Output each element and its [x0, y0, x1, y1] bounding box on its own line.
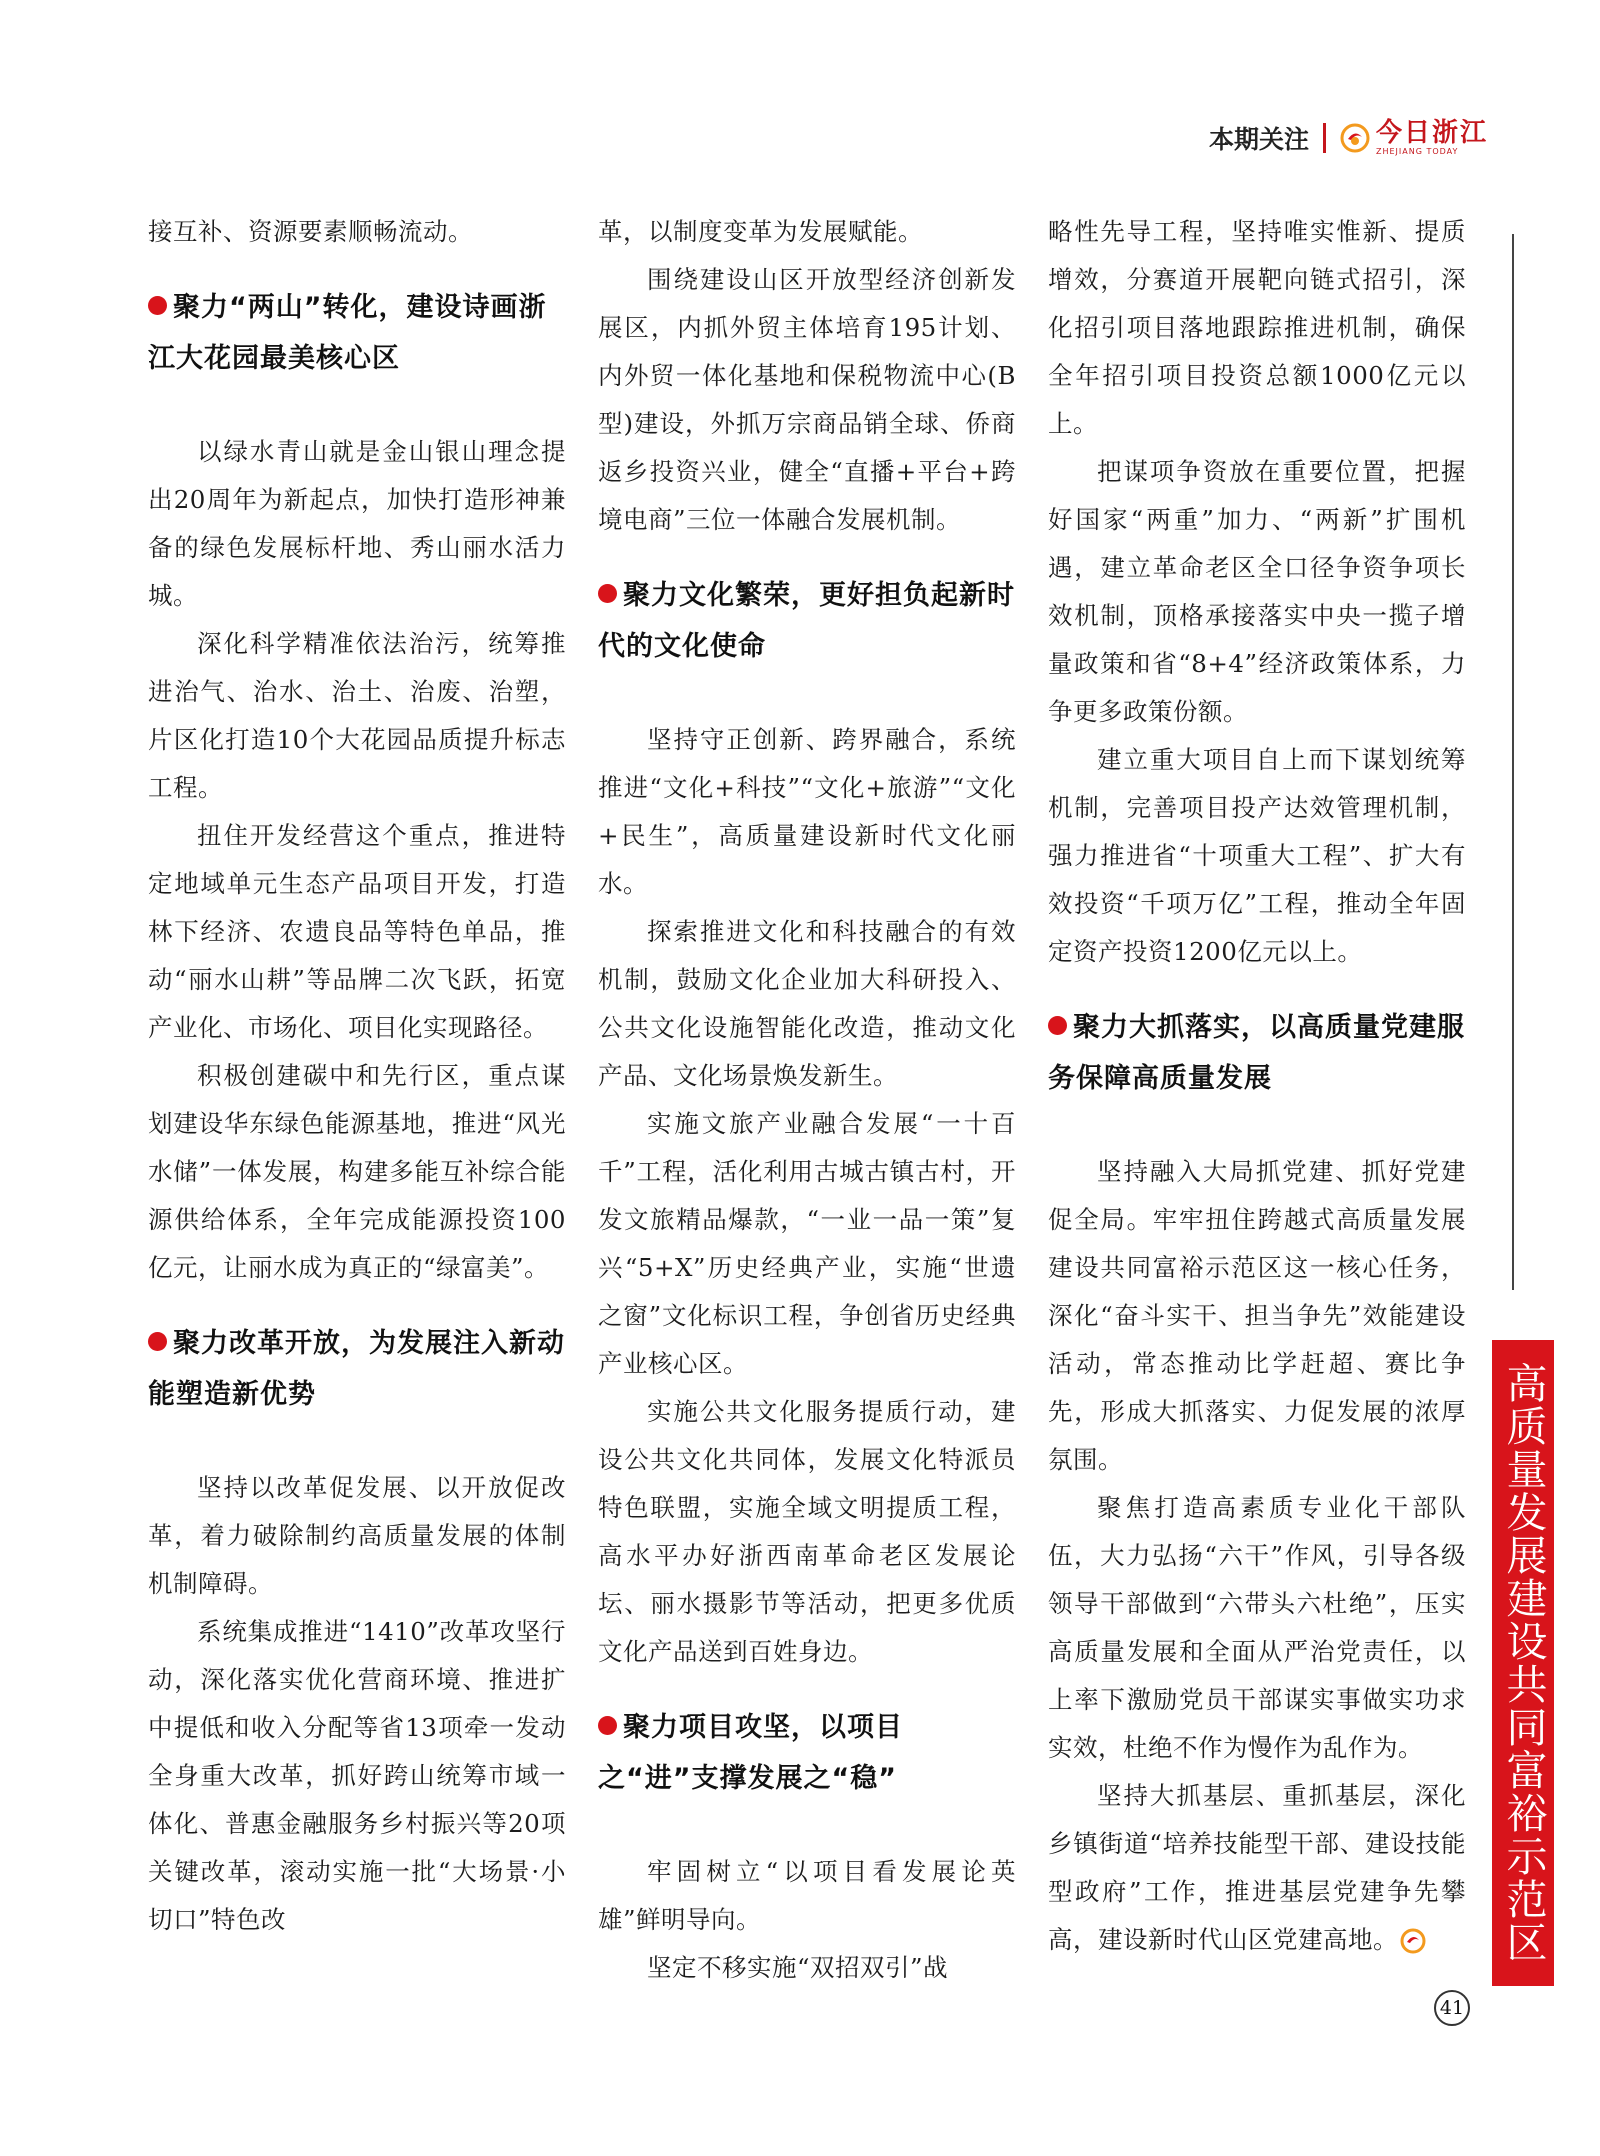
- paragraph: 建立重大项目自上而下谋划统筹机制，完善项目投产达效管理机制，强力推进省“十项重大工程”、扩大有效投资“千项万亿”工程，推动全年固定资产投资1200亿元以上。: [1048, 745, 1466, 966]
- column-1: [148, 208, 566, 1944]
- section-heading: 聚力文化繁荣，更好担负起新时代的文化使命: [598, 580, 1015, 662]
- magazine-logo: [1340, 120, 1488, 156]
- paragraph: 实施文旅产业融合发展“一十百千”工程，活化利用古城古镇古村，开发文旅精品爆款，“一业一品一策”复兴“5+X”历史经典产业，实施“世遗之窗”文化标识工程，争创省历史经典产业核心区。: [598, 1109, 1016, 1378]
- paragraph: 牢固树立“以项目看发展论英雄”鲜明导向。: [598, 1857, 1016, 1934]
- page-header: [1209, 118, 1488, 158]
- header-divider: [1323, 123, 1326, 153]
- paragraph: 接互补、资源要素顺畅流动。: [148, 217, 473, 246]
- red-bullet-icon: [598, 584, 617, 603]
- paragraph: 围绕建设山区开放型经济创新发展区，内抓外贸主体培育195计划、内外贸一体化基地和保税物流中心(B型)建设，外抓万宗商品销全球、侨商返乡投资兴业，健全“直播+平台+跨境电商”三位一体融合发展机制。: [598, 265, 1016, 534]
- paragraph: 积极创建碳中和先行区，重点谋划建设华东绿色能源基地，推进“风光水储”一体发展，构建多能互补综合能源供给体系，全年完成能源投资100亿元，让丽水成为真正的“绿富美”。: [148, 1061, 566, 1282]
- paragraph: 聚焦打造高素质专业化干部队伍，大力弘扬“六干”作风，引导各级领导干部做到“六带头六杜绝”，压实高质量发展和全面从严治党责任，以上率下激励党员干部谋实事做实功求实效，杜绝不作为慢作为乱作为。: [1048, 1493, 1466, 1762]
- paragraph: 革，以制度变革为发展赋能。: [598, 217, 923, 246]
- paragraph: 坚持以改革促发展、以开放促改革，着力破除制约高质量发展的体制机制障碍。: [148, 1473, 566, 1598]
- section-heading: 聚力“两山”转化，建设诗画浙江大花园最美核心区: [148, 292, 547, 374]
- logo-swirl-icon: [1340, 123, 1370, 153]
- logo-chinese-text: 今日浙江: [1375, 118, 1488, 148]
- paragraph: 坚持大抓基层、重抓基层，深化乡镇街道“培养技能型干部、建设技能型政府”工作，推进基层党建争先攀高，建设新时代山区党建高地。: [1048, 1781, 1466, 1954]
- paragraph: 把谋项争资放在重要位置，把握好国家“两重”加力、“两新”扩围机遇，建立革命老区全口径争资争项长效机制，顶格承接落实中央一揽子增量政策和省“8+4”经济政策体系，力争更多政策份额。: [1048, 457, 1466, 726]
- paragraph: 探索推进文化和科技融合的有效机制，鼓励文化企业加大科研投入、公共文化设施智能化改造，推动文化产品、文化场景焕发新生。: [598, 917, 1016, 1090]
- red-bullet-icon: [598, 1716, 617, 1735]
- vertical-rule: [1512, 234, 1514, 1290]
- column-3: [1048, 208, 1466, 1964]
- paragraph: 以绿水青山就是金山银山理念提出20周年为新起点，加快打造形神兼备的绿色发展标杆地、秀山丽水活力城。: [148, 437, 566, 610]
- section-label: 本期关注: [1208, 125, 1309, 154]
- red-bullet-icon: [148, 296, 167, 315]
- logo-english-text: ZHEJIANG TODAY: [1375, 147, 1459, 156]
- paragraph: 深化科学精准依法治污，统筹推进治气、治水、治土、治废、治塑，片区化打造10个大花园品质提升标志工程。: [148, 629, 566, 802]
- section-heading: 聚力大抓落实，以高质量党建服务保障高质量发展: [1048, 1012, 1465, 1094]
- section-heading: 聚力项目攻坚，以项目之“进”支撑发展之“稳”: [598, 1712, 903, 1794]
- paragraph: 坚定不移实施“双招双引”战: [647, 1953, 949, 1982]
- red-bullet-icon: [148, 1332, 167, 1351]
- paragraph: 略性先导工程，坚持唯实惟新、提质增效，分赛道开展靶向链式招引，深化招引项目落地跟踪推进机制，确保全年招引项目投资总额1000亿元以上。: [1048, 217, 1466, 438]
- paragraph: 实施公共文化服务提质行动，建设公共文化共同体，发展文化特派员特色联盟，实施全域文明提质工程，高水平办好浙西南革命老区发展论坛、丽水摄影节等活动，把更多优质文化产品送到百姓身边。: [598, 1397, 1016, 1666]
- column-2: [598, 208, 1016, 1992]
- section-heading: 聚力改革开放，为发展注入新动能塑造新优势: [148, 1328, 565, 1410]
- end-of-article-icon: [1400, 1928, 1426, 1954]
- red-bullet-icon: [1048, 1016, 1067, 1035]
- vertical-column-title: 高质量发展建设共同富裕示范区: [1492, 1340, 1554, 1986]
- paragraph: 坚持守正创新、跨界融合，系统推进“文化+科技”“文化+旅游”“文化+民生”，高质量建设新时代文化丽水。: [598, 725, 1016, 898]
- paragraph: 系统集成推进“1410”改革攻坚行动，深化落实优化营商环境、推进扩中提低和收入分配等省13项牵一发动全身重大改革，抓好跨山统筹市域一体化、普惠金融服务乡村振兴等20项关键改革，滚动实施一批“大场景·小切口”特色改: [148, 1617, 566, 1934]
- page-number: 41: [1432, 1988, 1472, 2028]
- paragraph: 坚持融入大局抓党建、抓好党建促全局。牢牢扭住跨越式高质量发展建设共同富裕示范区这一核心任务，深化“奋斗实干、担当争先”效能建设活动，常态推动比学赶超、赛比争先，形成大抓落实、力促发展的浓厚氛围。: [1048, 1157, 1466, 1474]
- paragraph: 扭住开发经营这个重点，推进特定地域单元生态产品项目开发，打造林下经济、农遗良品等特色单品，推动“丽水山耕”等品牌二次飞跃，拓宽产业化、市场化、项目化实现路径。: [148, 821, 566, 1042]
